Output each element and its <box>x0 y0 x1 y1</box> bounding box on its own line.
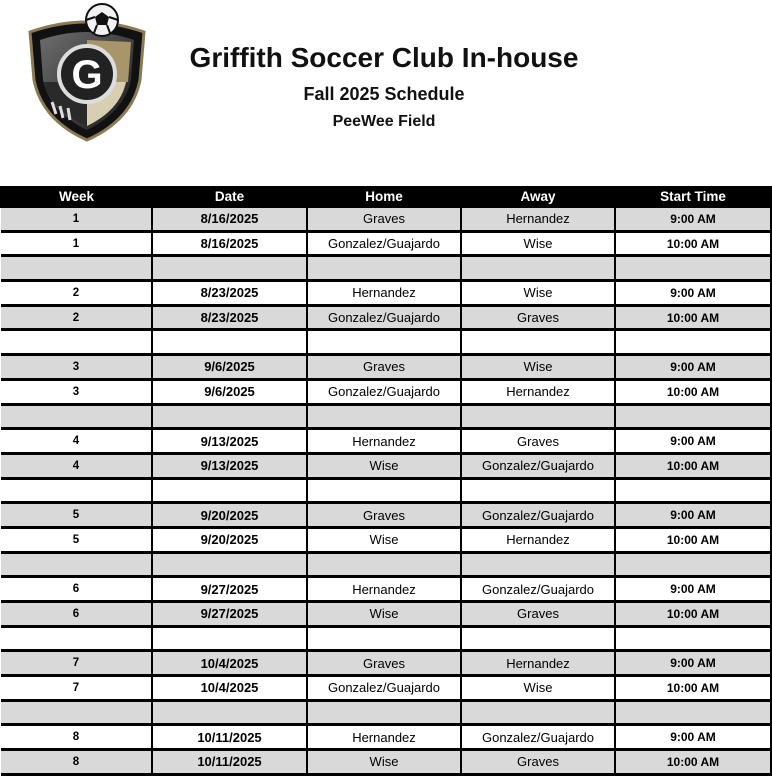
table-row <box>1 379 771 404</box>
cell-week: 6 <box>1 602 152 627</box>
cell-date: 9/27/2025 <box>152 577 307 602</box>
column-header-start-time: Start Time <box>615 186 771 207</box>
cell-time: 10:00 AM <box>615 676 771 701</box>
cell-date: 9/27/2025 <box>152 602 307 627</box>
cell-away <box>461 478 615 503</box>
cell-week: 6 <box>1 577 152 602</box>
cell-time: 9:00 AM <box>615 207 771 231</box>
table-row <box>1 527 771 552</box>
cell-home <box>307 626 461 651</box>
cell-home <box>307 478 461 503</box>
table-row <box>1 750 771 775</box>
cell-date <box>152 700 307 725</box>
spacer-row <box>1 478 771 503</box>
table-row <box>1 602 771 627</box>
spacer-row <box>1 404 771 429</box>
spacer-row <box>1 256 771 281</box>
cell-time: 10:00 AM <box>615 231 771 256</box>
cell-away: Graves <box>461 750 615 775</box>
cell-time: 10:00 AM <box>615 527 771 552</box>
spacer-row <box>1 552 771 577</box>
cell-away: Wise <box>461 281 615 306</box>
cell-away <box>461 404 615 429</box>
cell-date: 10/11/2025 <box>152 725 307 750</box>
cell-home: Graves <box>307 207 461 231</box>
cell-time <box>615 626 771 651</box>
cell-away <box>461 700 615 725</box>
cell-date: 9/20/2025 <box>152 503 307 528</box>
cell-away <box>461 552 615 577</box>
cell-time <box>615 552 771 577</box>
cell-week <box>1 552 152 577</box>
cell-time: 9:00 AM <box>615 651 771 676</box>
cell-home: Graves <box>307 651 461 676</box>
cell-away: Graves <box>461 429 615 454</box>
cell-week <box>1 330 152 355</box>
cell-home: Hernandez <box>307 725 461 750</box>
cell-week: 8 <box>1 725 152 750</box>
cell-week: 7 <box>1 651 152 676</box>
cell-week: 5 <box>1 503 152 528</box>
cell-away: Gonzalez/Guajardo <box>461 577 615 602</box>
spacer-row <box>1 700 771 725</box>
cell-home: Graves <box>307 503 461 528</box>
cell-week: 5 <box>1 527 152 552</box>
table-row <box>1 429 771 454</box>
cell-away: Hernandez <box>461 651 615 676</box>
cell-time: 9:00 AM <box>615 725 771 750</box>
table-row <box>1 207 771 231</box>
cell-away: Hernandez <box>461 527 615 552</box>
cell-date: 8/23/2025 <box>152 281 307 306</box>
cell-date: 8/16/2025 <box>152 207 307 231</box>
cell-time: 10:00 AM <box>615 602 771 627</box>
cell-time: 9:00 AM <box>615 577 771 602</box>
column-header-home: Home <box>307 186 461 207</box>
cell-home: Wise <box>307 602 461 627</box>
cell-week: 4 <box>1 429 152 454</box>
column-header-away: Away <box>461 186 615 207</box>
cell-away: Hernandez <box>461 207 615 231</box>
cell-time: 9:00 AM <box>615 503 771 528</box>
cell-home <box>307 330 461 355</box>
cell-date: 9/13/2025 <box>152 453 307 478</box>
cell-date <box>152 626 307 651</box>
cell-week: 1 <box>1 231 152 256</box>
cell-date <box>152 552 307 577</box>
column-header-week: Week <box>1 186 152 207</box>
cell-date: 9/20/2025 <box>152 527 307 552</box>
cell-home <box>307 700 461 725</box>
cell-date <box>152 330 307 355</box>
spacer-row <box>1 330 771 355</box>
cell-home <box>307 256 461 281</box>
cell-away: Wise <box>461 676 615 701</box>
cell-away: Gonzalez/Guajardo <box>461 725 615 750</box>
cell-home <box>307 404 461 429</box>
cell-date: 9/6/2025 <box>152 355 307 380</box>
cell-home: Hernandez <box>307 281 461 306</box>
cell-time <box>615 256 771 281</box>
table-row <box>1 453 771 478</box>
cell-date: 8/23/2025 <box>152 305 307 330</box>
table-row <box>1 725 771 750</box>
table-row <box>1 651 771 676</box>
cell-home: Wise <box>307 750 461 775</box>
cell-away <box>461 330 615 355</box>
cell-time: 10:00 AM <box>615 379 771 404</box>
table-header-row <box>1 186 771 207</box>
field-name: PeeWee Field <box>332 113 436 130</box>
table-row <box>1 305 771 330</box>
cell-away: Wise <box>461 355 615 380</box>
club-logo <box>22 2 152 142</box>
cell-away <box>461 256 615 281</box>
cell-date: 10/4/2025 <box>152 676 307 701</box>
cell-week: 2 <box>1 305 152 330</box>
spacer-row <box>1 626 771 651</box>
cell-away: Wise <box>461 231 615 256</box>
cell-home: Hernandez <box>307 429 461 454</box>
cell-week <box>1 626 152 651</box>
cell-week: 2 <box>1 281 152 306</box>
cell-time <box>615 404 771 429</box>
cell-home <box>307 552 461 577</box>
cell-home: Gonzalez/Guajardo <box>307 231 461 256</box>
table-row <box>1 577 771 602</box>
cell-date <box>152 256 307 281</box>
cell-home: Gonzalez/Guajardo <box>307 379 461 404</box>
table-row <box>1 676 771 701</box>
cell-home: Wise <box>307 527 461 552</box>
cell-away: Graves <box>461 305 615 330</box>
cell-home: Wise <box>307 453 461 478</box>
cell-date <box>152 404 307 429</box>
cell-home: Hernandez <box>307 577 461 602</box>
cell-week <box>1 478 152 503</box>
cell-time: 9:00 AM <box>615 355 771 380</box>
cell-date: 10/11/2025 <box>152 750 307 775</box>
cell-week <box>1 256 152 281</box>
cell-time <box>615 330 771 355</box>
schedule-subtitle: Fall 2025 Schedule <box>303 84 465 104</box>
cell-time: 9:00 AM <box>615 429 771 454</box>
cell-away: Graves <box>461 602 615 627</box>
cell-time <box>615 700 771 725</box>
cell-date: 10/4/2025 <box>152 651 307 676</box>
cell-home: Gonzalez/Guajardo <box>307 305 461 330</box>
cell-away: Gonzalez/Guajardo <box>461 503 615 528</box>
cell-home: Graves <box>307 355 461 380</box>
cell-week: 8 <box>1 750 152 775</box>
cell-date: 9/6/2025 <box>152 379 307 404</box>
cell-week: 1 <box>1 207 152 231</box>
page-title: Griffith Soccer Club In-house <box>189 42 579 73</box>
cell-date <box>152 478 307 503</box>
cell-time: 9:00 AM <box>615 281 771 306</box>
table-row <box>1 231 771 256</box>
cell-date: 9/13/2025 <box>152 429 307 454</box>
cell-time: 10:00 AM <box>615 453 771 478</box>
cell-away: Gonzalez/Guajardo <box>461 453 615 478</box>
cell-home: Gonzalez/Guajardo <box>307 676 461 701</box>
cell-time <box>615 478 771 503</box>
schedule-table <box>0 186 772 776</box>
cell-week: 3 <box>1 379 152 404</box>
table-row <box>1 355 771 380</box>
cell-week: 4 <box>1 453 152 478</box>
cell-week <box>1 700 152 725</box>
table-row <box>1 503 771 528</box>
cell-week <box>1 404 152 429</box>
column-header-date: Date <box>152 186 307 207</box>
cell-time: 10:00 AM <box>615 750 771 775</box>
cell-week: 7 <box>1 676 152 701</box>
cell-away: Hernandez <box>461 379 615 404</box>
cell-date: 8/16/2025 <box>152 231 307 256</box>
cell-week: 3 <box>1 355 152 380</box>
cell-time: 10:00 AM <box>615 305 771 330</box>
cell-away <box>461 626 615 651</box>
table-row <box>1 281 771 306</box>
svg-text:G: G <box>71 53 103 97</box>
